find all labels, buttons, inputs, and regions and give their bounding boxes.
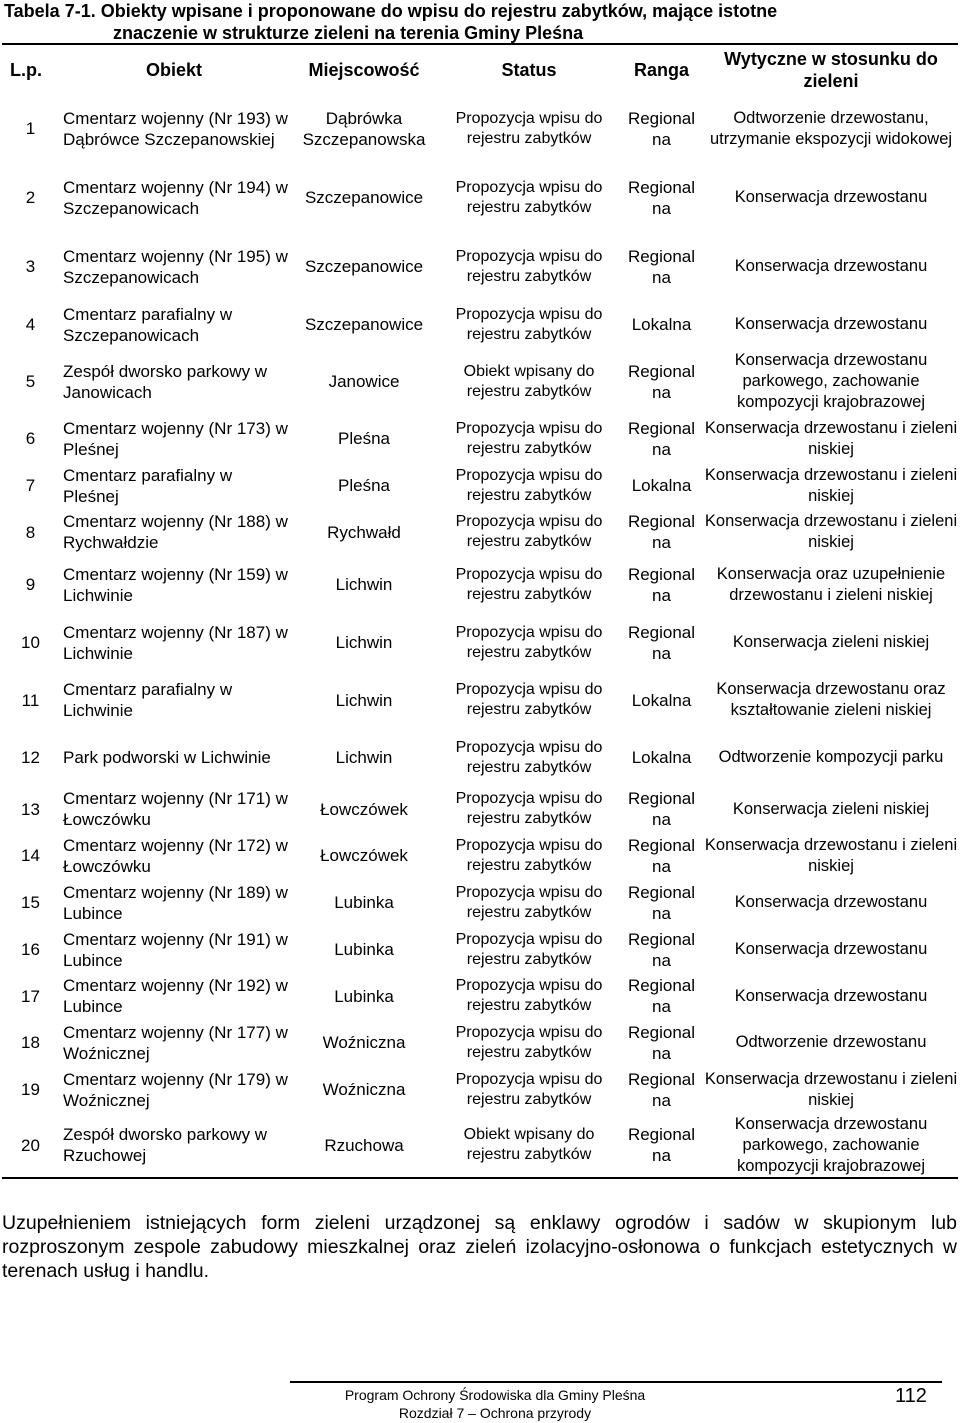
cell-ranga: Regional na [627,1022,696,1063]
cell-obiekt: Zespół dworsko parkowy w Janowicach [63,361,268,402]
cell-ranga: Regional na [627,564,696,605]
table-row [2,509,958,555]
cell-ranga: Regional na [627,418,696,459]
table-row [2,232,958,301]
cell-status: Propozycja wpisu do rejestru zabytków [455,109,603,147]
table-row [2,415,958,462]
cell-wytyczne: Konserwacja drzewostanu [734,257,928,275]
cell-miejscowosc: Lichwin [335,633,393,652]
cell-status: Propozycja wpisu do rejestru zabytków [455,178,603,216]
table-row [2,462,958,509]
table-caption-line-1: Tabela 7-1. Obiekty wpisane i proponowane do wpisu do rejestru zabytków, mające istotne [4,1,778,21]
cell-status: Propozycja wpisu do rejestru zabytków [455,565,603,603]
cell-miejscowosc: Rzuchowa [289,1113,439,1178]
cell-miejscowosc: Szczepanowice [304,315,424,334]
cell-lp: 11 [21,690,40,710]
cell-miejscowosc: Łowczówek [320,799,408,819]
cell-obiekt: Cmentarz wojenny (Nr 188) w Rychwałdzie [63,512,288,552]
cell-status: Propozycja wpisu do rejestru zabytków [455,883,603,921]
cell-miejscowosc: Woźniczna [322,1033,406,1052]
table-header-row [2,44,958,94]
cell-wytyczne: Konserwacja drzewostanu [734,986,928,1005]
cell-ranga: Regional na [627,789,696,829]
table-row [2,1113,958,1178]
table-row [2,555,958,614]
cell-wytyczne: Konserwacja zieleni niskiej [732,799,930,818]
cell-wytyczne: Konserwacja drzewostanu parkowego, zachowanie kompozycji krajobrazowej [734,351,928,411]
table-row [2,163,958,232]
cell-wytyczne: Konserwacja drzewostanu i zieleni niskiej [704,1069,958,1109]
cell-ranga: Regional na [619,1113,704,1178]
page-number: 112 [895,1385,927,1407]
table-row [2,301,958,348]
cell-wytyczne: Konserwacja oraz uzupełnienie drzewostanu i zieleni niskiej [716,564,946,604]
cell-obiekt: Cmentarz wojenny (Nr 191) w Lubince [63,929,288,970]
table-row [2,729,958,786]
footer-divider [290,1381,942,1383]
cell-lp: 10 [21,633,40,652]
cell-wytyczne: Konserwacja drzewostanu i zieleni niskiej [704,465,958,505]
cell-wytyczne: Odtworzenie drzewostanu [735,1033,927,1051]
cell-obiekt: Cmentarz wojenny (Nr 172) w Łowczówku [63,835,288,876]
cell-obiekt: Cmentarz wojenny (Nr 189) w Lubince [63,882,288,923]
table-caption-line-2: znaczenie w strukturze zieleni na terenia Gminy Pleśna [113,23,584,43]
cell-lp: 9 [25,575,36,594]
cell-lp: 16 [21,940,40,959]
header-ranga: Ranga [619,44,704,94]
header-miejscowosc: Miejscowość [289,44,439,94]
cell-obiekt: Cmentarz wojenny (Nr 192) w Lubince [63,976,288,1016]
monuments-table [2,43,958,1179]
cell-ranga: Regional na [627,882,696,923]
cell-lp: 19 [21,1080,40,1099]
cell-lp: 4 [25,315,36,334]
cell-obiekt: Cmentarz wojenny (Nr 171) w Łowczówku [63,789,288,829]
cell-miejscowosc: Lichwin [335,748,393,767]
cell-ranga: Regional na [627,929,696,970]
table-row [2,926,958,973]
cell-miejscowosc: Woźniczna [322,1080,406,1099]
cell-ranga: Regional na [627,835,696,876]
cell-wytyczne: Konserwacja drzewostanu [734,893,928,911]
cell-ranga: Regional na [627,512,696,552]
cell-status: Propozycja wpisu do rejestru zabytków [455,930,603,968]
cell-ranga: Regional na [627,108,696,149]
footer-chapter-title: Rozdział 7 – Ochrona przyrody [398,1405,592,1421]
page-footer [290,1386,700,1422]
cell-ranga: Regional na [627,361,696,402]
table-row [2,348,958,415]
cell-lp: 20 [2,1113,59,1178]
table-row [2,786,958,832]
cell-lp: 6 [25,429,36,448]
cell-obiekt: Park podworski w Lichwinie [63,748,271,767]
cell-obiekt: Cmentarz wojenny (Nr 159) w Lichwinie [63,564,288,605]
cell-miejscowosc: Lubinka [334,893,394,912]
header-status: Status [439,44,619,94]
cell-lp: 13 [21,799,40,819]
cell-lp: 15 [21,893,40,912]
table-row [2,614,958,671]
cell-ranga: Lokalna [631,748,692,767]
cell-lp: 8 [25,522,36,542]
table-row [2,973,958,1019]
footer-program-title: Program Ochrony Środowiska dla Gminy Pleśna [344,1387,646,1403]
cell-status: Propozycja wpisu do rejestru zabytków [455,977,603,1014]
cell-obiekt: Cmentarz wojenny (Nr 173) w Pleśnej [63,418,288,459]
cell-obiekt: Cmentarz wojenny (Nr 195) w Szczepanowicach [63,246,288,287]
cell-lp: 17 [21,986,40,1006]
cell-wytyczne: Konserwacja drzewostanu oraz kształtowanie zieleni niskiej [716,680,946,719]
cell-wytyczne: Konserwacja drzewostanu i zieleni niskiej [704,418,958,458]
cell-ranga: Regional na [627,1069,696,1110]
cell-miejscowosc: Janowice [328,372,400,391]
header-lp: L.p. [2,44,59,94]
header-obiekt: Obiekt [59,44,289,94]
cell-obiekt: Zespół dworsko parkowy w Rzuchowej [59,1113,289,1178]
cell-wytyczne: Konserwacja drzewostanu i zieleni niskiej [704,512,958,551]
cell-status: Propozycja wpisu do rejestru zabytków [455,1023,603,1061]
cell-status: Propozycja wpisu do rejestru zabytków [455,466,603,504]
cell-miejscowosc: Szczepanowice [304,257,424,276]
cell-lp: 1 [25,119,36,138]
table-row [2,94,958,163]
cell-ranga: Lokalna [631,690,692,710]
cell-wytyczne: Konserwacja zieleni niskiej [732,633,930,651]
cell-obiekt: Cmentarz parafialny w Pleśnej [63,465,233,506]
header-wytyczne: Wytyczne w stosunku do zieleni [704,44,958,94]
cell-ranga: Lokalna [631,315,692,334]
cell-status: Obiekt wpisany do rejestru zabytków [439,1113,619,1178]
cell-miejscowosc: Lichwin [335,690,393,710]
cell-ranga: Lokalna [631,476,692,495]
cell-status: Propozycja wpisu do rejestru zabytków [455,681,603,718]
cell-status: Propozycja wpisu do rejestru zabytków [455,738,603,776]
cell-obiekt: Cmentarz wojenny (Nr 179) w Woźnicznej [63,1069,288,1110]
cell-lp: 12 [21,748,40,767]
table-row [2,1019,958,1066]
cell-status: Propozycja wpisu do rejestru zabytków [455,247,603,285]
cell-wytyczne: Konserwacja drzewostanu [734,315,928,333]
cell-wytyczne: Konserwacja drzewostanu parkowego, zachowanie kompozycji krajobrazowej [704,1113,958,1178]
cell-obiekt: Cmentarz wojenny (Nr 187) w Lichwinie [63,622,288,663]
cell-miejscowosc: Dąbrówka Szczepanowska [302,108,426,149]
cell-lp: 18 [21,1033,40,1052]
cell-status: Propozycja wpisu do rejestru zabytków [455,836,603,874]
cell-miejscowosc: Lubinka [334,986,394,1006]
cell-wytyczne: Konserwacja drzewostanu [734,188,928,206]
cell-miejscowosc: Łowczówek [320,846,408,865]
cell-miejscowosc: Szczepanowice [304,188,424,207]
cell-obiekt: Cmentarz wojenny (Nr 177) w Woźnicznej [63,1022,288,1063]
cell-miejscowosc: Pleśna [338,429,390,448]
table-row [2,879,958,926]
cell-status: Propozycja wpisu do rejestru zabytków [455,790,603,827]
cell-wytyczne: Odtworzenie kompozycji parku [718,748,944,766]
table-row [2,671,958,729]
cell-ranga: Regional na [627,246,696,287]
cell-status: Obiekt wpisany do rejestru zabytków [463,362,595,400]
cell-ranga: Regional na [627,976,696,1016]
cell-miejscowosc: Rychwałd [327,522,401,542]
table-row [2,1066,958,1113]
cell-status: Propozycja wpisu do rejestru zabytków [455,419,603,457]
cell-status: Propozycja wpisu do rejestru zabytków [455,623,603,661]
cell-obiekt: Cmentarz parafialny w Lichwinie [63,680,233,720]
cell-lp: 14 [21,846,40,865]
cell-status: Propozycja wpisu do rejestru zabytków [455,513,603,550]
cell-status: Propozycja wpisu do rejestru zabytków [455,305,603,343]
cell-obiekt: Cmentarz wojenny (Nr 194) w Szczepanowicach [63,177,288,218]
cell-miejscowosc: Pleśna [338,476,390,495]
body-paragraph: Uzupełnieniem istniejących form zieleni urządzonej są enklawy ogrodów i sadów w skupionym lub rozproszonym zespole zabudowy mieszkalnej oraz zieleń izolacyjno-osłonowa o funkcjach estetycznych w terenach usług i handlu. [2,1212,957,1282]
cell-miejscowosc: Lubinka [334,940,394,959]
cell-obiekt: Cmentarz parafialny w Szczepanowicach [63,304,233,345]
cell-miejscowosc: Lichwin [335,575,393,594]
table-body [2,94,958,1178]
table-row [2,832,958,879]
cell-ranga: Regional na [627,622,696,663]
cell-lp: 2 [25,188,36,207]
cell-wytyczne: Konserwacja drzewostanu [734,940,928,958]
cell-wytyczne: Konserwacja drzewostanu i zieleni niskiej [704,835,958,875]
cell-obiekt: Cmentarz wojenny (Nr 193) w Dąbrówce Szczepanowskiej [63,108,288,149]
cell-wytyczne: Odtworzenie drzewostanu, utrzymanie ekspozycji widokowej [709,108,953,148]
cell-lp: 3 [25,257,36,276]
cell-status: Propozycja wpisu do rejestru zabytków [455,1070,603,1108]
cell-lp: 5 [25,372,36,391]
cell-lp: 7 [25,476,36,495]
cell-ranga: Regional na [627,177,696,218]
